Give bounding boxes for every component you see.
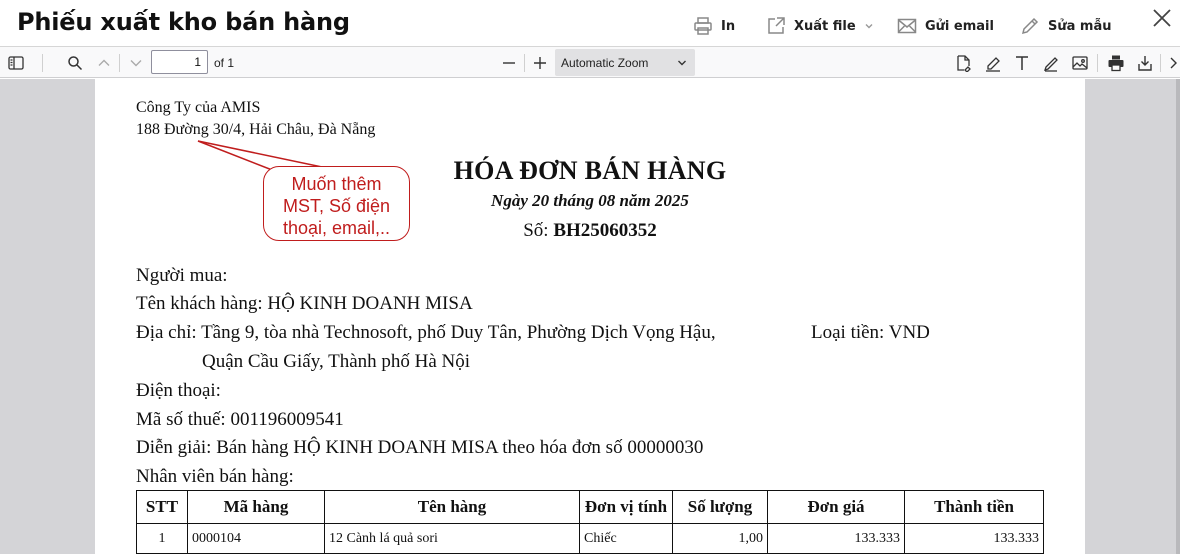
items-table (136, 490, 1044, 554)
download-icon[interactable] (1134, 52, 1156, 74)
column-header: Thành tiền (905, 491, 1044, 524)
minus-icon[interactable] (498, 52, 520, 74)
print-button-label: In (721, 18, 736, 34)
table-cell: 1,00 (673, 524, 768, 554)
chevron-down-icon[interactable] (125, 52, 147, 74)
toolbar-divider (42, 54, 43, 72)
table-cell: 12 Cành lá quả sori (325, 524, 580, 554)
document-number-label: Số: (523, 220, 554, 241)
chevron-right-icon[interactable] (1165, 52, 1180, 74)
zoom-select[interactable] (555, 49, 695, 76)
sidebar-toggle-icon[interactable] (5, 52, 27, 74)
customer-name: Tên khách hàng: HỘ KINH DOANH MISA (136, 293, 473, 314)
window-titlebar (0, 0, 1180, 46)
currency: Loại tiền: VND (811, 322, 930, 343)
company-name: Công Ty của AMIS (136, 99, 261, 116)
document-number-value: BH25060352 (553, 220, 657, 241)
zoom-select-value: Automatic Zoom (561, 56, 649, 70)
close-icon[interactable] (1150, 6, 1174, 30)
phone: Điện thoại: (136, 380, 221, 401)
toolbar-divider (524, 54, 525, 72)
image-icon[interactable] (1069, 52, 1091, 74)
table-cell: 133.333 (768, 524, 905, 554)
column-header: Tên hàng (325, 491, 580, 524)
callout-line: thoại, email,.. (282, 218, 391, 238)
company-address: 188 Đường 30/4, Hải Châu, Đà Nẵng (136, 121, 376, 138)
window-title: Phiếu xuất kho bán hàng (17, 8, 350, 36)
table-cell: 133.333 (905, 524, 1044, 554)
send-email-label: Gửi email (925, 18, 994, 34)
column-header: Số lượng (673, 491, 768, 524)
chevron-down-icon (864, 21, 874, 31)
toolbar-divider (119, 54, 120, 72)
callout-bubble (263, 166, 410, 241)
callout-line: MST, Số điện (282, 196, 391, 216)
toolbar-divider (1097, 54, 1098, 72)
export-file-label: Xuất file (794, 18, 856, 34)
table-cell: 0000104 (188, 524, 325, 554)
toolbar-divider (1160, 54, 1161, 72)
print-icon[interactable] (1105, 52, 1127, 74)
search-icon[interactable] (64, 52, 86, 74)
plus-icon[interactable] (529, 52, 551, 74)
table-cell: 1 (137, 524, 188, 554)
page-number-input[interactable] (151, 50, 208, 74)
tax-code: Mã số thuế: 001196009541 (136, 409, 344, 430)
text-icon[interactable] (1011, 52, 1033, 74)
document-number (395, 220, 785, 242)
column-header: Đơn vị tính (580, 491, 673, 524)
column-header: STT (137, 491, 188, 524)
draw-icon[interactable] (1040, 52, 1062, 74)
customer-address-line2: Quận Cầu Giấy, Thành phố Hà Nội (202, 351, 471, 372)
export-file-button[interactable] (766, 14, 874, 38)
table-row[interactable] (137, 524, 1044, 554)
pencil-icon (1020, 16, 1040, 36)
column-header: Mã hàng (188, 491, 325, 524)
send-email-button[interactable] (897, 14, 994, 38)
mail-icon (897, 17, 917, 35)
document-date: Ngày 20 tháng 08 năm 2025 (491, 191, 689, 210)
printer-icon (693, 16, 713, 36)
pdf-page (95, 79, 1085, 554)
signature-icon[interactable] (953, 52, 975, 74)
export-icon (766, 16, 786, 36)
buyer-label: Người mua: (136, 265, 228, 286)
column-header: Đơn giá (768, 491, 905, 524)
table-header-row (137, 491, 1044, 524)
pdf-viewer-toolbar (0, 46, 1180, 78)
viewer-scrollbar[interactable] (1176, 79, 1180, 554)
chevron-down-icon (677, 58, 687, 68)
salesperson: Nhân viên bán hàng: (136, 466, 294, 487)
description: Diễn giải: Bán hàng HỘ KINH DOANH MISA theo hóa đơn số 00000030 (136, 437, 704, 458)
chevron-up-icon[interactable] (93, 52, 115, 74)
customer-address: Địa chỉ: Tầng 9, tòa nhà Technosoft, phố Duy Tân, Phường Dịch Vọng Hậu, (136, 322, 716, 343)
document-title: HÓA ĐƠN BÁN HÀNG (453, 156, 727, 185)
print-button[interactable] (693, 14, 735, 38)
table-cell: Chiếc (580, 524, 673, 554)
edit-template-label: Sửa mẫu (1048, 18, 1112, 34)
pdf-viewer-area[interactable] (0, 79, 1180, 554)
edit-template-button[interactable] (1020, 14, 1112, 38)
callout-line: Muốn thêm (291, 174, 382, 194)
highlight-icon[interactable] (982, 52, 1004, 74)
page-count-label: of 1 (214, 56, 235, 70)
